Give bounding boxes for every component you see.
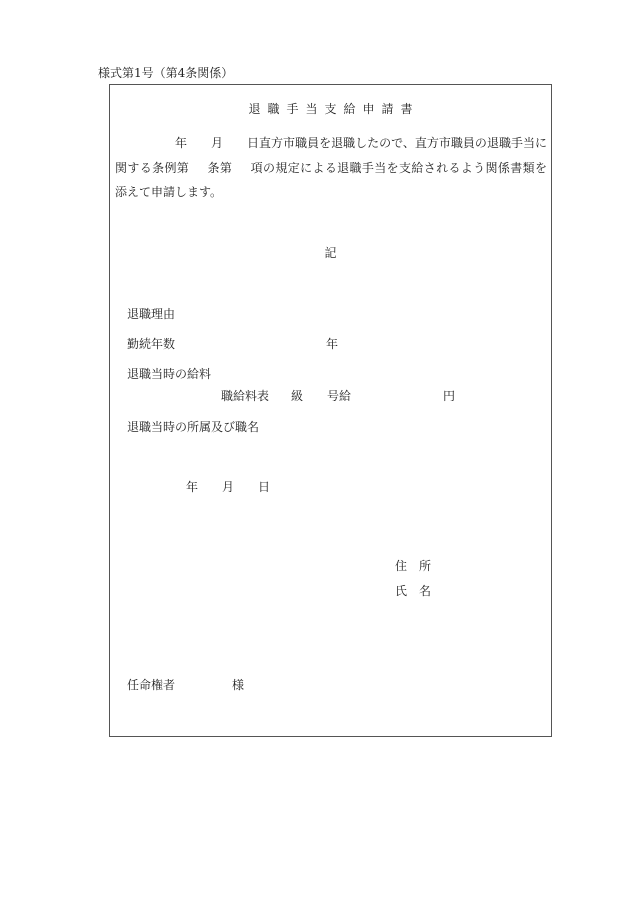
service-years-unit: 年 [326, 337, 339, 351]
appointing-authority-label: 任命権者 [127, 678, 176, 692]
date-year: 年 [186, 480, 199, 494]
salary-step-label: 号給 [327, 389, 352, 403]
statement-year: 年 [175, 136, 188, 150]
application-form [109, 84, 552, 737]
statement-part2: 項の規定による退職手当を支給されるよう関係書類を添えて申請します。 [115, 160, 547, 199]
statement-month: 月 [211, 136, 224, 150]
statement-part1: 日直方市職員を退職したので、直方市職員の退職手当に関する条例第 [115, 136, 547, 175]
retirement-reason-label: 退職理由 [127, 307, 176, 321]
statement-article: 条第 [207, 160, 233, 175]
salary-grade-label: 級 [291, 389, 304, 403]
date-day: 日 [258, 480, 271, 494]
salary-unit: 円 [443, 389, 456, 403]
address-label-2: 所 [419, 559, 432, 573]
position-label: 退職当時の所属及び職名 [127, 420, 260, 434]
name-label [395, 585, 431, 597]
ki-heading: 記 [324, 246, 337, 260]
service-years-label: 勤続年数 [127, 337, 176, 351]
name-label-2: 名 [419, 584, 432, 598]
date-month: 月 [222, 480, 235, 494]
salary-table-label: 職給料表 [221, 389, 270, 403]
honorific: 様 [232, 678, 245, 692]
form-title: 退職手当支給申請書 [248, 102, 420, 116]
address-label [395, 560, 431, 572]
application-date [186, 481, 270, 493]
address-label-1: 住 [395, 559, 408, 573]
name-label-1: 氏 [395, 584, 408, 598]
form-number: 様式第1号（第4条関係） [98, 66, 234, 80]
application-statement [115, 131, 547, 205]
salary-label: 退職当時の給料 [127, 367, 212, 381]
